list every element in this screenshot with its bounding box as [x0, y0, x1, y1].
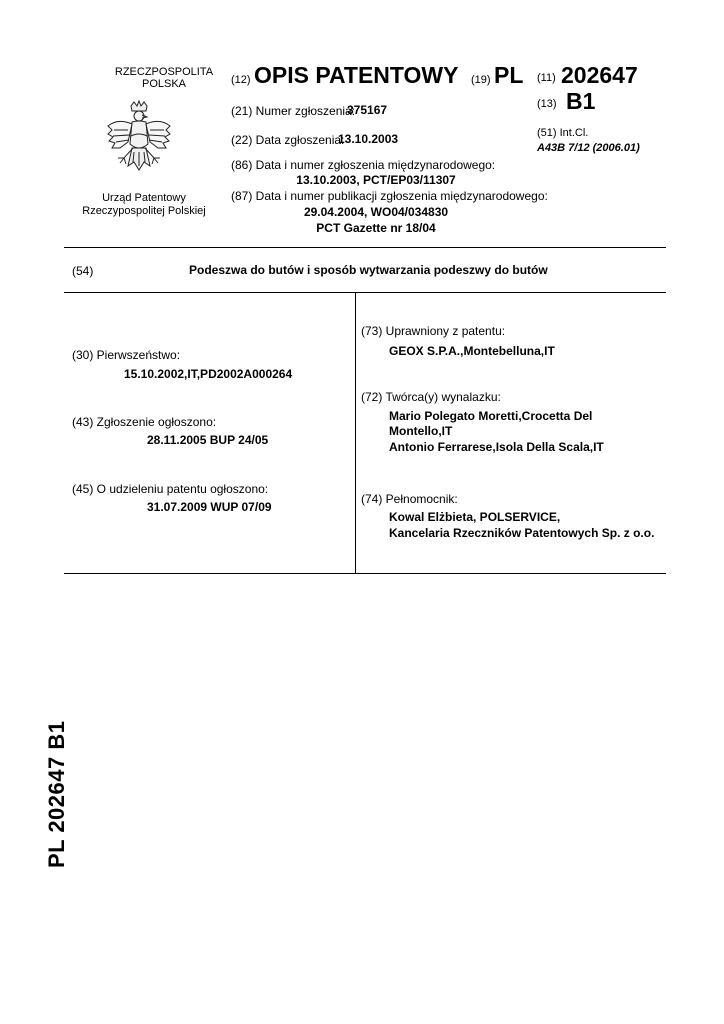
- code-12: (12): [231, 74, 251, 86]
- inventors-label: (72) Twórca(y) wynalazku:: [361, 390, 501, 404]
- document-type: OPIS PATENTOWY: [254, 62, 459, 88]
- code-13: (13): [537, 98, 557, 110]
- patent-title: Podeszwa do butów i sposób wytwarzania podeszwy do butów: [189, 263, 548, 277]
- inventor-1-line2: Montello,IT: [389, 424, 453, 438]
- filing-date-label: (22) Data zgłoszenia:: [231, 133, 345, 147]
- grant-label: (45) O udzieleniu patentu ogłoszono:: [72, 482, 269, 496]
- filing-date: 13.10.2003: [338, 132, 399, 146]
- office-name: Urząd Patentowy: [102, 192, 186, 204]
- code-11: (11): [537, 72, 556, 84]
- attorney-line1: Kowal Elżbieta, POLSERVICE,: [389, 510, 561, 524]
- announcement-value: 28.11.2005 BUP 24/05: [147, 433, 269, 447]
- patent-number: 202647: [561, 62, 638, 88]
- international-publication-label: (87) Data i numer publikacji zgłoszenia międzynarodowego:: [231, 189, 548, 203]
- country-name: RZECZPOSPOLITA: [114, 66, 214, 78]
- kind-code: B1: [566, 88, 596, 114]
- int-cl-label: (51) Int.Cl.: [537, 127, 589, 139]
- title-divider: [64, 292, 666, 293]
- office-name-line2: Rzeczypospolitej Polskiej: [82, 205, 206, 217]
- country-name-line2: POLSKA: [141, 78, 187, 90]
- priority-value: 15.10.2002,IT,PD2002A000264: [124, 367, 293, 381]
- title-code: (54): [72, 264, 94, 278]
- priority-label: (30) Pierwszeństwo:: [72, 348, 181, 362]
- announcement-label: (43) Zgłoszenie ogłoszono:: [72, 415, 217, 429]
- owner-value: GEOX S.P.A.,Montebelluna,IT: [389, 344, 555, 358]
- side-patent-stamp: PL 202647 B1: [44, 720, 69, 868]
- international-publication-value: 29.04.2004, WO04/034830: [303, 205, 449, 219]
- inventor-2: Antonio Ferrarese,Isola Della Scala,IT: [389, 440, 604, 454]
- inventor-1: Mario Polegato Moretti,Crocetta Del: [389, 409, 593, 423]
- owner-label: (73) Uprawniony z patentu:: [361, 324, 506, 338]
- polish-eagle-emblem-icon: [104, 100, 174, 191]
- grant-value: 31.07.2009 WUP 07/09: [147, 500, 272, 514]
- application-number-label: (21) Numer zgłoszenia:: [231, 104, 356, 118]
- bottom-divider: [64, 573, 666, 574]
- international-application-value: 13.10.2003, PCT/EP03/11307: [296, 173, 456, 187]
- attorney-label: (74) Pełnomocnik:: [361, 492, 458, 506]
- application-number: 375167: [347, 103, 388, 117]
- country-code: PL: [494, 62, 524, 88]
- int-cl-value: A43B 7/12 (2006.01): [537, 142, 640, 154]
- attorney-line2: Kancelaria Rzeczników Patentowych Sp. z o.o.: [389, 526, 655, 540]
- code-19: (19): [471, 74, 491, 86]
- pct-gazette: PCT Gazette nr 18/04: [316, 221, 436, 235]
- header-divider: [64, 247, 666, 248]
- international-application-label: (86) Data i numer zgłoszenia międzynarodowego:: [231, 158, 496, 172]
- column-divider: [355, 292, 356, 573]
